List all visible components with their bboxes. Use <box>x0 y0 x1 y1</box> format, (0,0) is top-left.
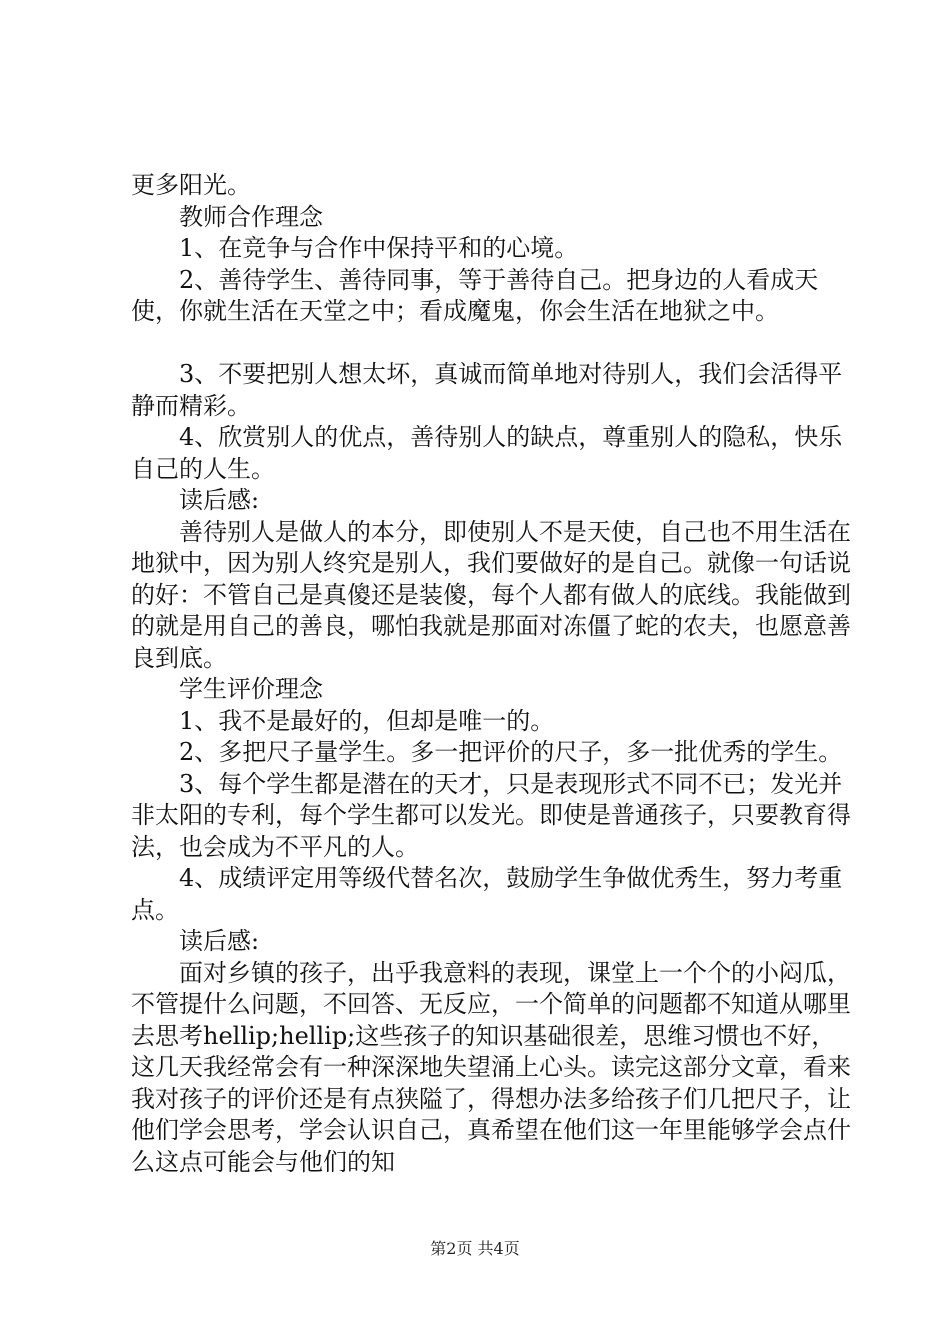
list-item-8: 4、成绩评定用等级代替名次，鼓励学生争做优秀生，努力考重点。 <box>131 864 843 924</box>
reflection-paragraph-2: 面对乡镇的孩子，出乎我意料的表现，课堂上一个个的小闷瓜，不管提什么问题，不回答、无反应，一个简单的问题都不知道从哪里去思考hellip;hellip;这些孩子的知识基础很差，思维习惯也不好，这几天我经常会有一种深深地失望涌上心头。读完这部分文章，看来我对孩子的评价还是有点狭隘了，得想办法多给孩子们几把尺子，让他们学会思考，学会认识自己，真希望在他们这一年里能够学会点什么这点可能会与他们的知 <box>131 958 851 1176</box>
heading-student-evaluation: 学生评价理念 <box>179 675 323 703</box>
list-item-2: 2、善待学生、善待同事，等于善待自己。把身边的人看成天使，你就生活在天堂之中；看成魔鬼，你会生活在地狱之中。 <box>131 265 819 325</box>
document-body <box>131 170 851 1178</box>
heading-reflection-2: 读后感: <box>179 927 260 955</box>
heading-reflection-1: 读后感: <box>179 486 260 514</box>
paragraph-continuation: 更多阳光。 <box>131 171 251 199</box>
list-item-4: 4、欣赏别人的优点，善待别人的缺点，尊重别人的隐私，快乐自己的人生。 <box>131 423 843 483</box>
page-footer: 第2页 共4页 <box>430 1239 520 1258</box>
list-item-7: 3、每个学生都是潜在的天才，只是表现形式不同不已；发光并非太阳的专利，每个学生都可以发光。即使是普通孩子，只要教育得法，也会成为不平凡的人。 <box>131 769 851 861</box>
list-item-3: 3、不要把别人想太坏，真诚而简单地对待别人，我们会活得平静而精彩。 <box>131 360 843 420</box>
reflection-paragraph-1: 善待别人是做人的本分，即使别人不是天使，自己也不用生活在地狱中，因为别人终究是别人，我们要做好的是自己。就像一句话说的好：不管自己是真傻还是装傻，每个人都有做人的底线。我能做到的就是用自己的善良，哪怕我就是那面对冻僵了蛇的农夫，也愿意善良到底。 <box>131 517 851 672</box>
list-item-6: 2、多把尺子量学生。多一把评价的尺子，多一批优秀的学生。 <box>179 738 843 766</box>
list-item-5: 1、我不是最好的，但却是唯一的。 <box>179 706 555 735</box>
blank-line <box>131 328 851 360</box>
heading-teacher-cooperation: 教师合作理念 <box>179 202 323 231</box>
list-item-1: 1、在竞争与合作中保持平和的心境。 <box>179 234 579 262</box>
